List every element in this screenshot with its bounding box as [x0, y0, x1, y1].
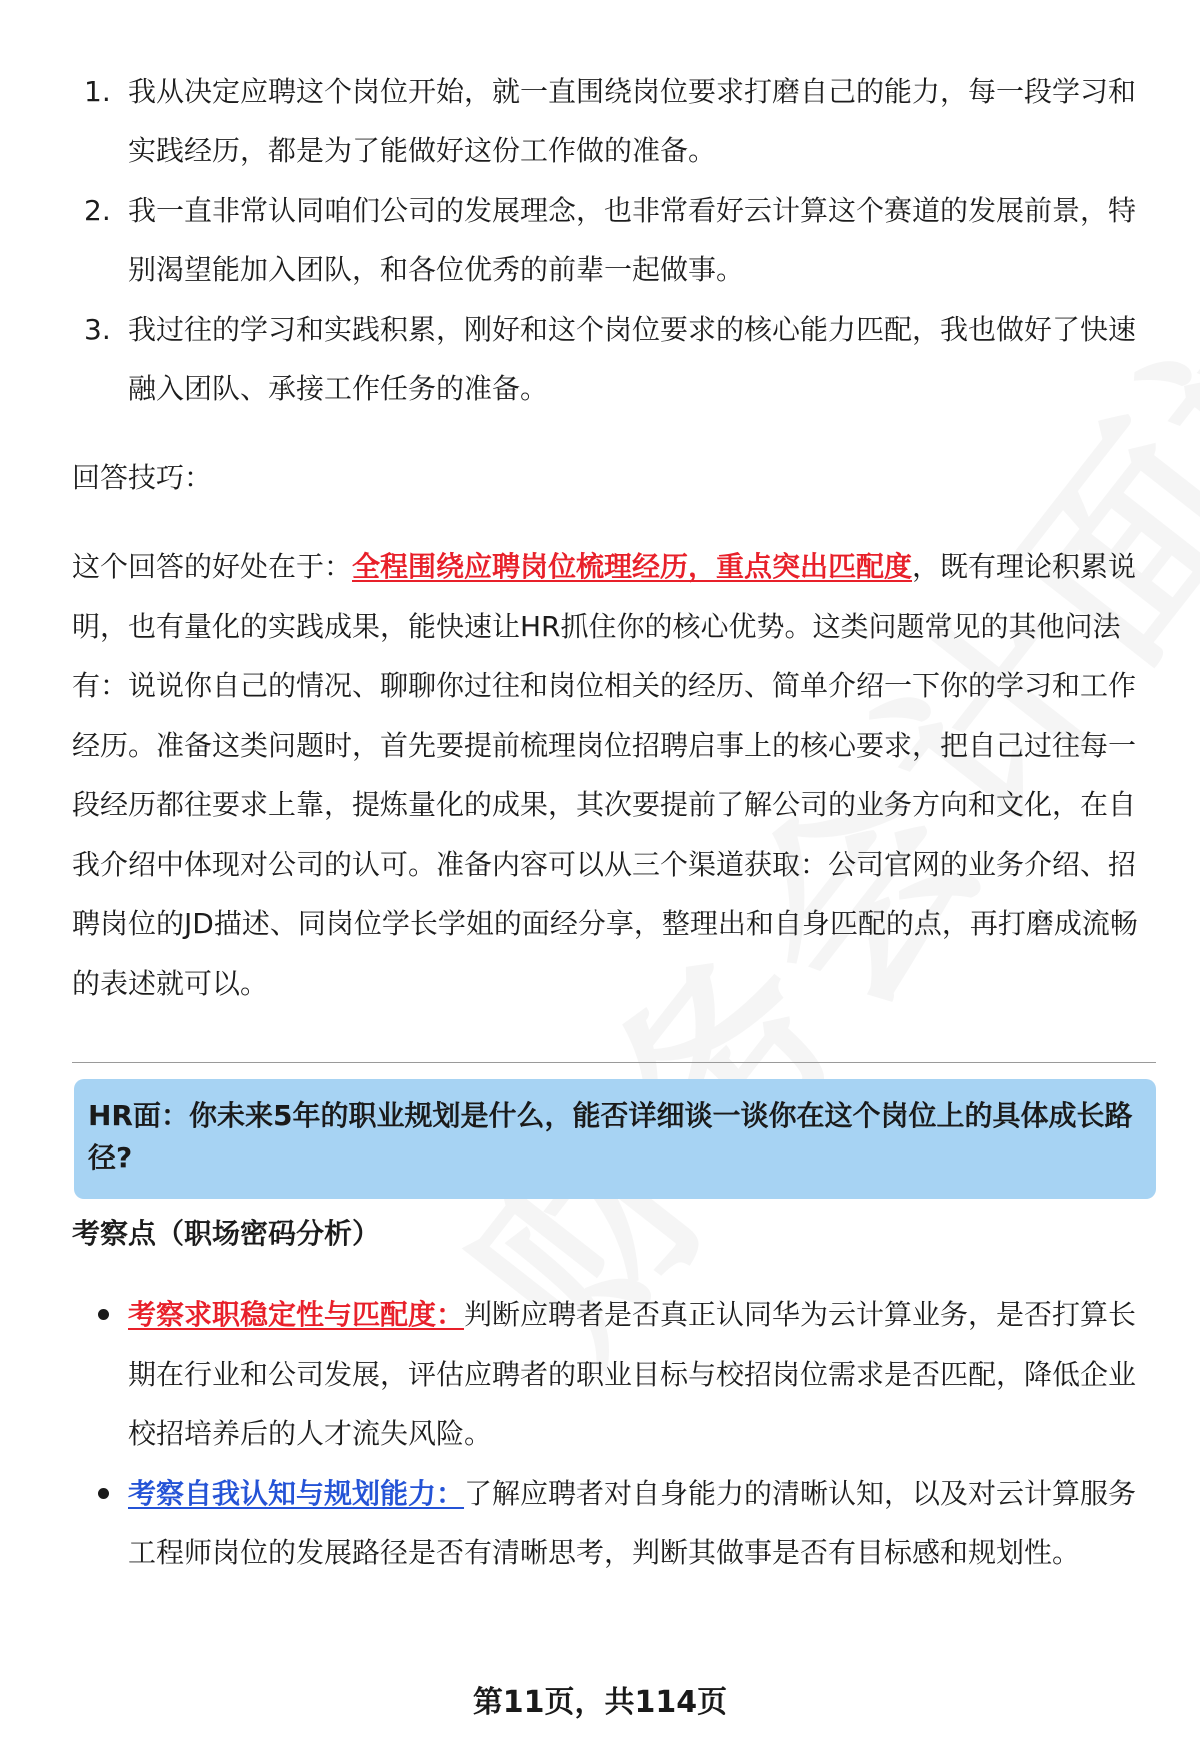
list-item-text: 我从决定应聘这个岗位开始，就一直围绕岗位要求打磨自己的能力，每一段学习和实践经历，都是为了能做好这份工作做的准备。 — [128, 75, 1137, 167]
list-item — [96, 1285, 1156, 1464]
analysis-text: 了解应聘者对自身能力的清晰认知，以及对云计算服务工程师岗位的发展路径是否有清晰思考，判断其做事是否有目标感和规划性。 — [128, 1476, 1137, 1569]
answer-list — [84, 62, 1154, 419]
bullet-icon — [96, 1285, 128, 1464]
tips-paragraph — [72, 537, 1160, 1013]
tips-heading: 回答技巧： — [72, 461, 213, 494]
divider — [72, 1062, 1156, 1063]
list-item — [84, 62, 1154, 180]
analysis-label: 考察求职稳定性与匹配度： — [128, 1298, 465, 1331]
analysis-text: 判断应聘者是否真正认同华为云计算业务，是否打算长期在行业和公司发展，评估应聘者的职业目标与校招岗位需求是否匹配，降低企业校招培养后的人才流失风险。 — [128, 1298, 1137, 1450]
list-item-text — [128, 1285, 1156, 1464]
page-number: 第11页，共114页 — [472, 1685, 728, 1720]
list-item — [84, 300, 1154, 418]
tips-highlight: 全程围绕应聘岗位梳理经历，重点突出匹配度 — [352, 550, 913, 583]
tips-intro: 这个回答的好处在于： — [72, 550, 353, 583]
list-item — [84, 181, 1154, 299]
list-number: 2. — [84, 194, 111, 227]
list-item-text: 我一直非常认同咱们公司的发展理念，也非常看好云计算这个赛道的发展前景，特别渴望能加入团队，和各位优秀的前辈一起做事。 — [128, 194, 1137, 286]
bullet-icon — [96, 1464, 128, 1583]
analysis-list — [96, 1285, 1156, 1583]
list-item-text: 我过往的学习和实践积累，刚好和这个岗位要求的核心能力匹配，我也做好了快速融入团队、承接工作任务的准备。 — [128, 313, 1137, 405]
analysis-heading: 考察点（职场密码分析） — [72, 1217, 381, 1250]
list-item — [96, 1464, 1156, 1583]
question-text: HR面：你未来5年的职业规划是什么，能否详细谈一谈你在这个岗位上的具体成长路径? — [88, 1099, 1133, 1174]
list-number: 1. — [84, 75, 111, 108]
tips-body: ，既有理论积累说明，也有量化的实践成果，能快速让HR抓住你的核心优势。这类问题常见的其他问法有：说说你自己的情况、聊聊你过往和岗位相关的经历、简单介绍一下你的学习和工作经历。准备这类问题时，首先要提前梳理岗位招聘启事上的核心要求，把自己过往每一段经历都往要求上靠，提炼量化的成果，其次要提前了解公司的业务方向和文化，在自我介绍中体现对公司的认可。准备内容可以从三个渠道获取：公司官网的业务介绍、招聘岗位的JD描述、同岗位学长学姐的面经分享，整理出和自身匹配的点，再打磨成流畅的表述就可以。 — [72, 550, 1138, 1000]
analysis-label: 考察自我认知与规划能力： — [128, 1476, 465, 1510]
list-number: 3. — [84, 313, 111, 346]
question-callout — [74, 1079, 1156, 1199]
list-item-text — [128, 1464, 1156, 1583]
